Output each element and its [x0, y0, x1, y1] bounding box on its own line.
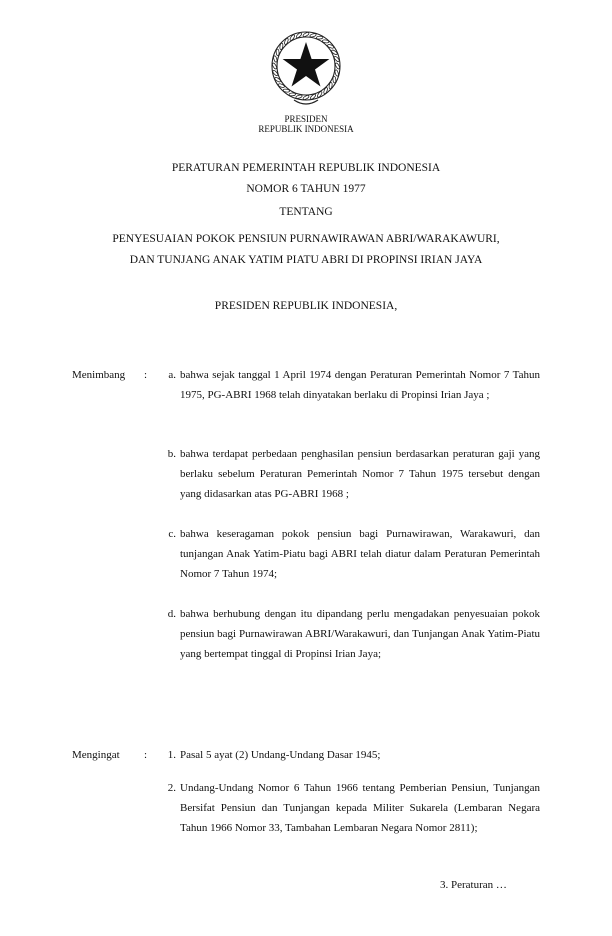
office-line-republic: REPUBLIK INDONESIA — [258, 124, 354, 134]
wreath-leaf — [333, 76, 336, 83]
mengingat-item — [150, 778, 540, 838]
regulation-subject-line1: PENYESUAIAN POKOK PENSIUN PURNAWIRAWAN ABRI/WARAKAWURI, — [112, 233, 500, 245]
menimbang-label: Menimbang — [72, 369, 126, 381]
page-continuation: 3. Peraturan … — [440, 879, 507, 891]
menimbang-item — [150, 365, 540, 405]
item-marker: d. — [167, 608, 176, 620]
wreath-leaf — [310, 33, 317, 38]
item-marker: 1. — [167, 749, 176, 761]
wreath-leaf — [289, 34, 295, 41]
wreath-leaf — [296, 94, 303, 99]
menimbang-colon: : — [144, 369, 148, 381]
wreath-leaf — [273, 56, 278, 63]
regulation-number: NOMOR 6 TAHUN 1977 — [246, 183, 366, 195]
item-text: Pasal 5 ayat (2) Undang-Undang Dasar 1945; — [180, 749, 381, 761]
mengingat-label: Mengingat — [72, 749, 120, 761]
wreath-leaf — [316, 36, 323, 39]
item-marker: b. — [167, 448, 176, 460]
garuda-star-wreath-icon — [266, 26, 346, 110]
item-text: Undang-Undang Nomor 6 Tahun 1966 tentang Pemberian Pensiun, Tunjangan Bersifat Pensiun dan Tunjangan kepada Militer Sukarela (Lembaran Negara Tahun 1966 Nomor 33, Tambahan Lembaran Negara Nomor 2811); — [180, 782, 540, 834]
regulation-title: PERATURAN PEMERINTAH REPUBLIK INDONESIA — [171, 162, 441, 174]
item-marker: c. — [168, 528, 176, 540]
menimbang-item — [150, 524, 540, 584]
regulation-subject-line2: DAN TUNJANG ANAK YATIM PIATU ABRI DI PROPINSI IRIAN JAYA — [129, 254, 483, 266]
item-text: bahwa sejak tanggal 1 April 1974 dengan Peraturan Pemerintah Nomor 7 Tahun 1975, PG-ABRI 1968 telah dinyatakan berlaku di Propinsi Irian Jaya ; — [180, 369, 540, 401]
wreath-leaf — [289, 93, 296, 96]
item-text: bahwa keseragaman pokok pensiun bagi Purnawirawan, Warakawuri, dan tunjangan Anak Yatim-Piatu bagi ABRI telah diatur dalam Peraturan Pemerintah Nomor 7 Tahun 1974; — [180, 528, 540, 580]
regulation-about: TENTANG — [279, 206, 333, 218]
wreath-leaf — [276, 49, 279, 56]
wreath-leaf — [274, 77, 281, 83]
item-marker: a. — [168, 369, 176, 381]
item-marker: 2. — [167, 782, 176, 794]
item-text: bahwa terdapat perbedaan penghasilan pensiun berdasarkan peraturan gaji yang berlaku sebelum Peraturan Pemerintah Nomor 7 Tahun 1975 tersebut dengan yang didasarkan atas PG-ABRI 1968 ; — [180, 448, 540, 500]
office-line-president: PRESIDEN — [284, 114, 328, 124]
wreath-leaf — [317, 91, 323, 98]
wreath-leaf — [331, 49, 338, 55]
mengingat-item — [150, 745, 540, 765]
menimbang-item — [150, 444, 540, 504]
wreath-leaf — [334, 70, 339, 77]
mengingat-colon: : — [144, 749, 148, 761]
issuer-line: PRESIDEN REPUBLIK INDONESIA, — [214, 300, 398, 312]
menimbang-item — [150, 604, 540, 664]
item-text: bahwa berhubung dengan itu dipandang perlu mengadakan penyesuaian pokok pensiun bagi Purnawirawan ABRI/Warakawuri, dan Tunjangan Anak Yatim-Piatu yang bertempat tinggal di Propinsi Irian Jaya; — [180, 608, 540, 660]
